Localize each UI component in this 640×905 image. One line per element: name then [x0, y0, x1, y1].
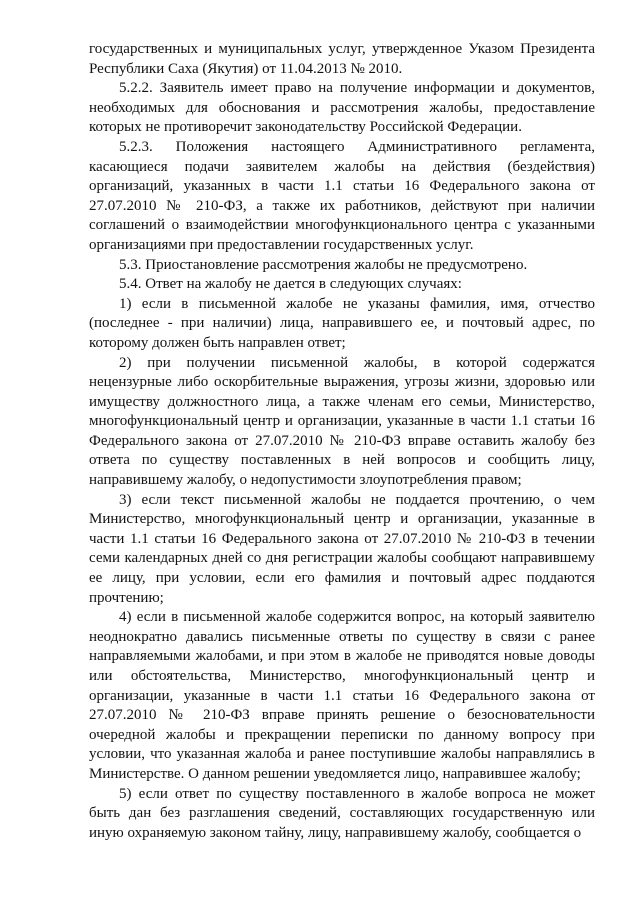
list-item-4: 4) если в письменной жалобе содержится вопрос, на который заявителю неоднократно давались письменные ответы по существу в связи с ранее направляемыми жалобами, и при этом в жалобе не приводятся новые доводы или обстоятельства, Министерство, многофункциональный центр и организации, указанные в части 1.1 статьи 16 Федерального закона от 27.07.2010 № 210-ФЗ вправе принять решение о безосновательности очередной жалобы и прекращении переписки по данному вопросу при условии, что указанная жалоба и ранее поступившие жалобы направлялись в Министерстве. О данном решении уведомляется лицо, направившее жалобу;: [89, 609, 595, 782]
list-item-1: 1) если в письменной жалобе не указаны фамилия, имя, отчество (последнее - при наличии) лица, направившего ее, и почтовый адрес, по которому должен быть направлен ответ;: [89, 295, 595, 351]
paragraph-continuation: государственных и муниципальных услуг, утвержденное Указом Президента Республики Саха (Якутия) от 11.04.2013 № 2010.: [89, 41, 595, 77]
paragraph-5-2-2: 5.2.2. Заявитель имеет право на получение информации и документов, необходимых для обоснования и рассмотрения жалобы, предоставление которых не противоречит законодательству Российской Федерации.: [89, 80, 595, 136]
list-item-2: 2) при получении письменной жалобы, в которой содержатся нецензурные либо оскорбительные выражения, угрозы жизни, здоровью или имуществу должностного лица, а также членам его семьи, Министерство, многофункциональный центр и организации, указанные в части 1.1 статьи 16 Федерального закона от 27.07.2010 № 210-ФЗ вправе оставить жалобу без ответа по существу поставленных в ней вопросов и сообщить лицу, направившему жалобу, о недопустимости злоупотребления правом;: [89, 354, 595, 489]
list-item-3: 3) если текст письменной жалобы не поддается прочтению, о чем Министерство, многофункциональный центр и организации, указанные в части 1.1 статьи 16 Федерального закона от 27.07.2010 № 210-ФЗ в течении семи календарных дней со дня регистрации жалобы сообщают направившему ее лицу, при условии, если его фамилия и почтовый адрес поддаются прочтению;: [89, 491, 595, 606]
list-item-5: 5) если ответ по существу поставленного в жалобе вопроса не может быть дан без разглашения сведений, составляющих государственную или иную охраняемую законом тайну, лицу, направившему жалобу, сообщается о: [89, 785, 595, 841]
paragraph-5-4: 5.4. Ответ на жалобу не дается в следующих случаях:: [119, 276, 462, 293]
paragraph-5-2-3: 5.2.3. Положения настоящего Административного регламента, касающиеся подачи заявителем жалобы на действия (бездействия) организаций, указанных в части 1.1 статьи 16 Федерального закона от 27.07.2010 № 210-ФЗ, а также их работников, действуют при наличии соглашений о взаимодействии многофункционального центра с указанными организациями при предоставлении государственных услуг.: [89, 138, 595, 253]
paragraph-5-3: 5.3. Приостановление рассмотрения жалобы не предусмотрено.: [119, 256, 528, 273]
document-body: [89, 40, 595, 843]
